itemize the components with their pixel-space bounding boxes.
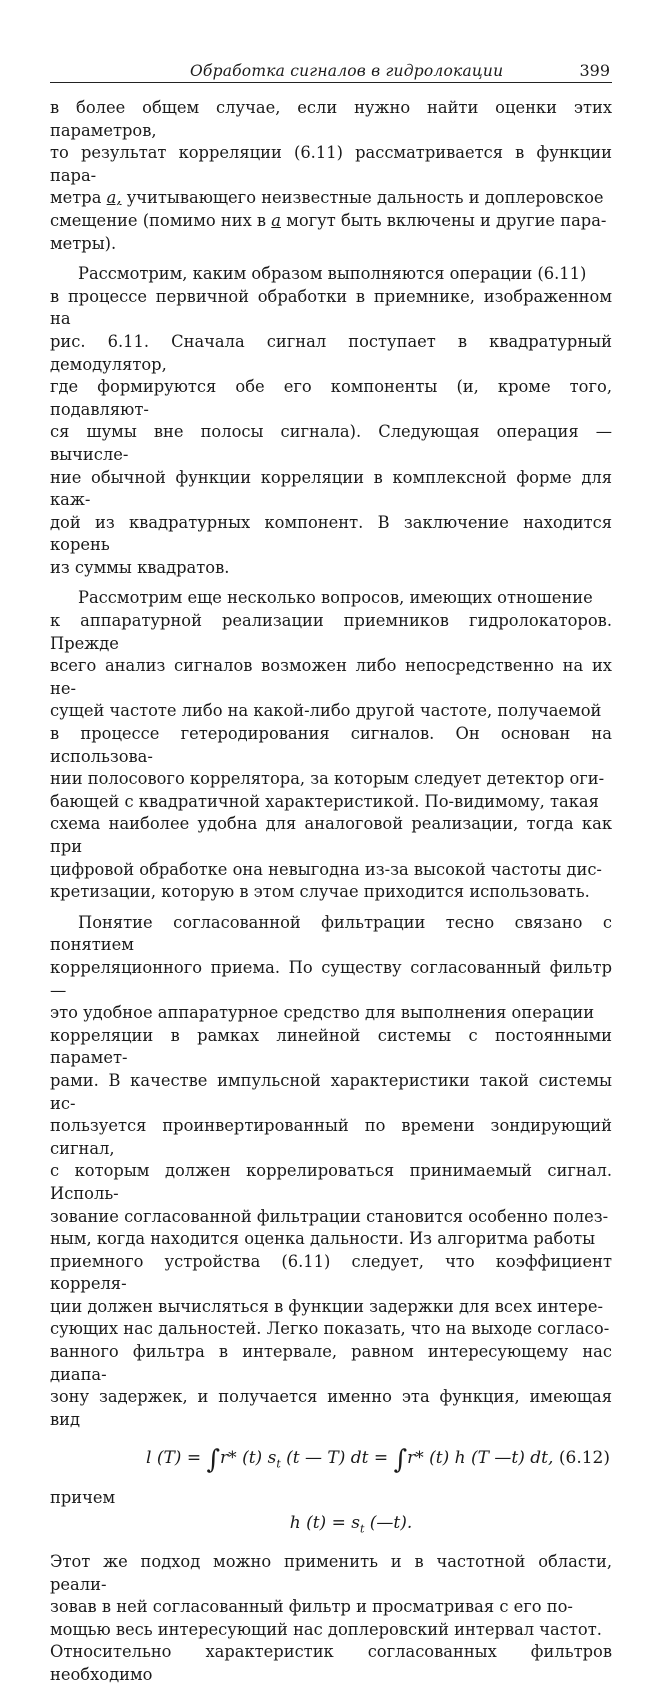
text-line: ванного фильтра в интервале, равном интересующему нас диапа- xyxy=(50,1342,612,1384)
text-line: смещение (помимо них в а могут быть включены и другие пара- xyxy=(50,210,607,230)
text-line: цифровой обработке она невыгодна из-за высокой частоты дис- xyxy=(50,859,602,879)
text-line: мощью весь интересующий нас доплеровский интервал частот. xyxy=(50,1619,602,1639)
running-head xyxy=(50,60,612,83)
text-line: всего анализ сигналов возможен либо непосредственно на их не- xyxy=(50,656,612,698)
paragraph-6 xyxy=(50,1551,612,1687)
text-line: корреляционного приема. По существу согласованный фильтр — xyxy=(50,957,612,1000)
equation-h: h $(t) = s_t$ (—t). xyxy=(289,1513,413,1536)
param-a: а, xyxy=(106,188,122,208)
text-line: ным, когда находится оценка дальности. Из алгоритма работы xyxy=(50,1229,596,1249)
text-line: кретизации, которую в этом случае приходится использовать. xyxy=(50,882,590,902)
text-line: где формируются обе его компоненты (и, кроме того, подавляют- xyxy=(50,377,612,419)
text-line: бающей с квадратичной характеристикой. По-видимому, такая xyxy=(50,791,599,811)
text-line: в процессе первичной обработки в приемнике, изображенном на xyxy=(50,286,612,329)
text-line: Рассмотрим еще несколько вопросов, имеющих отношение xyxy=(78,588,593,608)
text-line: пользуется проинвертированный по времени зондирующий сигнал, xyxy=(50,1116,612,1158)
text-line: нии полосового коррелятора, за которым следует детектор оги- xyxy=(50,769,605,789)
running-title: Обработка сигналов в гидролокации xyxy=(190,62,504,80)
text-line: из суммы квадратов. xyxy=(50,557,230,577)
text-line: метры). xyxy=(50,233,117,253)
paragraph-1 xyxy=(50,97,612,255)
text-line: в более общем случае, если нужно найти оценки этих параметров, xyxy=(50,98,612,140)
text-line: причем xyxy=(50,1488,116,1508)
text-line: дой из квадратурных компонент. В заключение находится корень xyxy=(50,512,612,555)
paragraph-2 xyxy=(50,263,612,579)
equation-6-12 xyxy=(50,1437,612,1483)
param-a: а xyxy=(271,210,281,230)
text-line: Этот же подход можно применить и в частотной области, реали- xyxy=(50,1552,612,1594)
text-line: рис. 6.11. Сначала сигнал поступает в квадратурный демодулятор, xyxy=(50,331,612,374)
text-line: то результат корреляции (6.11) рассматривается в функции пара- xyxy=(50,143,612,185)
paragraph-3 xyxy=(50,587,612,903)
text-line: к аппаратурной реализации приемников гидролокаторов. Прежде xyxy=(50,611,612,653)
body-text xyxy=(50,97,612,1687)
text-line: Относительно характеристик согласованных фильтров необходимо xyxy=(50,1642,612,1684)
text-line: с которым должен коррелироваться принимаемый сигнал. Исполь- xyxy=(50,1161,612,1203)
equation-number: (6.12) xyxy=(558,1448,610,1469)
text-line: ние обычной функции корреляции в комплексной форме для каж- xyxy=(50,467,612,510)
text-line: схема наиболее удобна для аналоговой реализации, тогда как при xyxy=(50,814,612,856)
text-line: зование согласованной фильтрации становится особенно полез- xyxy=(50,1206,609,1226)
page-number: 399 xyxy=(579,61,610,80)
text-line: корреляции в рамках линейной системы с постоянными парамет- xyxy=(50,1025,612,1068)
text-line: сующих нас дальностей. Легко показать, что на выходе согласо- xyxy=(50,1319,610,1339)
text-line: метра а, учитывающего неизвестные дальность и доплеровское xyxy=(50,188,604,208)
text-line: приемного устройства (6.11) следует, что коэффициент корреля- xyxy=(50,1251,612,1294)
text-line: Рассмотрим, каким образом выполняются операции (6.11) xyxy=(78,264,587,284)
text-line: это удобное аппаратурное средство для выполнения операции xyxy=(50,1003,595,1023)
text-line: сущей частоте либо на какой-либо другой частоте, получаемой xyxy=(50,701,602,721)
text-line: зовав в ней согласованный фильтр и просматривая с его по- xyxy=(50,1597,573,1617)
text-line: рами. В качестве импульсной характеристики такой системы ис- xyxy=(50,1070,612,1113)
paragraph-5 xyxy=(50,1487,612,1510)
text-line: в процессе гетеродирования сигналов. Он основан на использова- xyxy=(50,724,612,766)
text-line: зону задержек, и получается именно эта функция, имеющая вид xyxy=(50,1387,612,1429)
text-line: ции должен вычисляться в функции задержки для всех интере- xyxy=(50,1296,603,1316)
text-line: Понятие согласованной фильтрации тесно связано с понятием xyxy=(50,912,612,955)
equation-body: l (T) = ∫r* (t) $s_t$ (t — T) dt = ∫r* (t) h (T —t) dt, xyxy=(146,1445,554,1476)
text-line: ся шумы вне полосы сигнала). Следующая операция — вычисле- xyxy=(50,422,612,464)
paragraph-4 xyxy=(50,912,612,1432)
